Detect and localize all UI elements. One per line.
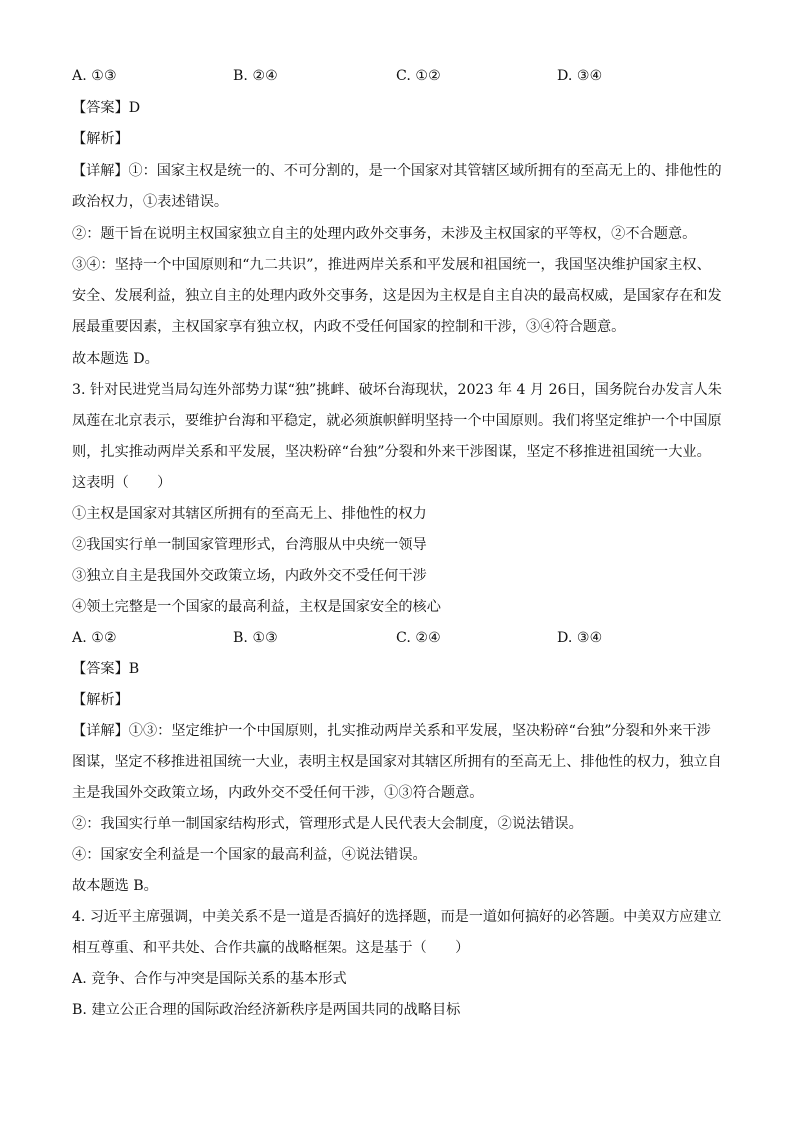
q3-analysis-line: 【详解】①③：坚定维护一个中国原则，扎实推动两岸关系和平发展，坚决粉碎“台独”分裂和外来干涉 bbox=[72, 723, 711, 739]
q2-option-c: C. ①② bbox=[396, 68, 441, 84]
q3-answer bbox=[72, 659, 139, 679]
q4-option-a: A. 竞争、合作与冲突是国际关系的基本形式 bbox=[72, 971, 347, 987]
q3-stem-line: 凤莲在北京表示，要维护台海和平稳定，就必须旗帜鲜明坚持一个中国原则。我们将坚定维护一个中国原 bbox=[72, 413, 722, 429]
q2-answer bbox=[72, 98, 140, 118]
q3-statement: ②我国实行单一制国家管理形式，台湾服从中央统一领导 bbox=[72, 537, 427, 553]
q2-analysis-line: 安全、发展利益，独立自主的处理内政外交事务，这是因为主权是自主自决的最高权威，是国家存在和发 bbox=[72, 288, 722, 304]
q3-option-c: C. ②④ bbox=[396, 630, 441, 646]
answer-label: 【答案】 bbox=[72, 661, 129, 677]
q2-analysis-line: 政治权力，①表述错误。 bbox=[72, 194, 229, 210]
q3-statement: ①主权是国家对其辖区所拥有的至高无上、排他性的权力 bbox=[72, 506, 427, 522]
q2-analysis-label: 【解析】 bbox=[72, 131, 129, 147]
q2-option-b: B. ②④ bbox=[233, 68, 278, 84]
q3-conclusion: 故本题选 B。 bbox=[72, 878, 158, 894]
q3-statement: ④领土完整是一个国家的最高利益，主权是国家安全的核心 bbox=[72, 599, 441, 615]
q3-stem-line: 则，扎实推动两岸关系和平发展，坚决粉碎“台独”分裂和外来干涉图谋，坚定不移推进祖国统一大业。 bbox=[72, 444, 711, 460]
answer-value: D bbox=[128, 100, 141, 116]
q3-analysis-line: 图谋，坚定不移推进祖国统一大业，表明主权是国家对其辖区所拥有的至高无上、排他性的权力，独立自 bbox=[72, 754, 722, 770]
q4-option-b: B. 建立公正合理的国际政治经济新秩序是两国共同的战略目标 bbox=[72, 1002, 461, 1018]
q3-analysis-label: 【解析】 bbox=[72, 692, 129, 708]
q4-stem-line: 相互尊重、和平共处、合作共赢的战略框架。这是基于（ ） bbox=[72, 940, 470, 956]
q2-analysis-line: 【详解】①：国家主权是统一的、不可分割的，是一个国家对其管辖区域所拥有的至高无上的、排他性的 bbox=[72, 163, 722, 179]
q2-conclusion: 故本题选 D。 bbox=[72, 351, 159, 367]
answer-value: B bbox=[128, 661, 140, 677]
q3-option-b: B. ①③ bbox=[233, 630, 278, 646]
q3-analysis-line: ④：国家安全利益是一个国家的最高利益，④说法错误。 bbox=[72, 847, 427, 863]
q2-analysis-line: ②：题干旨在说明主权国家独立自主的处理内政外交事务，未涉及主权国家的平等权，②不合题意。 bbox=[72, 226, 697, 242]
q3-stem-line: 这表明（ ） bbox=[72, 475, 172, 491]
q3-statement: ③独立自主是我国外交政策立场，内政外交不受任何干涉 bbox=[72, 568, 427, 584]
q3-option-d: D. ③④ bbox=[557, 630, 603, 646]
answer-label: 【答案】 bbox=[72, 100, 129, 116]
q2-analysis-line: ③④：坚持一个中国原则和“九二共识”，推进两岸关系和平发展和祖国统一，我国坚决维护国家主权、 bbox=[72, 257, 711, 273]
q3-option-a: A. ①② bbox=[72, 630, 117, 646]
q2-analysis-line: 展最重要因素，主权国家享有独立权，内政不受任何国家的控制和干涉，③④符合题意。 bbox=[72, 319, 626, 335]
q3-stem-line: 3. 针对民进党当局勾连外部势力谋“独”挑衅、破坏台海现状，2023 年 4 月 26日，国务院台办发言人朱 bbox=[72, 382, 722, 398]
q2-option-d: D. ③④ bbox=[557, 68, 603, 84]
q3-analysis-line: ②：我国实行单一制国家结构形式，管理形式是人民代表大会制度，②说法错误。 bbox=[72, 816, 583, 832]
q4-stem-line: 4. 习近平主席强调，中美关系不是一道是否搞好的选择题，而是一道如何搞好的必答题。中美双方应建立 bbox=[72, 909, 722, 925]
q2-option-a: A. ①③ bbox=[72, 68, 117, 84]
q3-analysis-line: 主是我国外交政策立场，内政外交不受任何干涉，①③符合题意。 bbox=[72, 785, 484, 801]
